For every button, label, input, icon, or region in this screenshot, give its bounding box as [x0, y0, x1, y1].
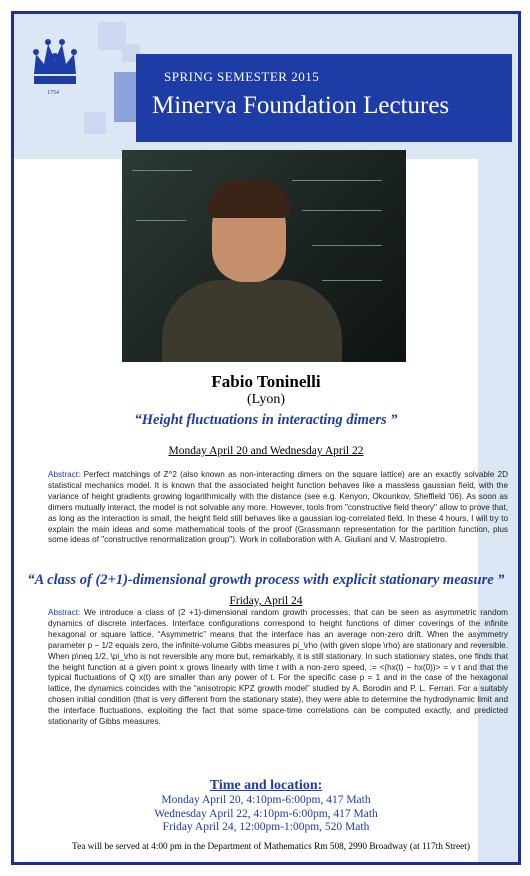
time-line-friday: Friday April 24, 12:00pm-1:00pm, 520 Math [162, 821, 370, 833]
logo-year: 1754 [47, 90, 59, 96]
abstract-label-1: Abstract: [48, 470, 81, 479]
time-line-wednesday: Wednesday April 22, 4:10pm-6:00pm, 417 Math [154, 807, 378, 820]
semester-label: SPRING SEMESTER 2015 [164, 69, 320, 84]
abstract-1 [48, 470, 508, 546]
talk-date-2: Friday, April 24 [229, 595, 303, 607]
talk-title-2: “A class of (2+1)-dimensional growth process with explicit stationary measure ” [27, 572, 505, 588]
abstract-text-2: We introduce a class of (2 +1)-dimensional random growth processes, that can be seen as asymmetric random dynamics of discrete interfaces. Interface configurations correspond to height functions of dimer coverings of the infinite hexagonal or square lattice. “Asymmetric” means that the interface has an average non-zero drift. When the asymmetry parameter p − 1/2 equals zero, the infinite-volume Gibbs measures pi_\rho (with given slope \rho) are stationary and reversible. When p\neq 1/2, \pi_\rho is not reversible any more but, remarkably, it is still stationary. In such stationary states, one finds that the height function at a given point x grows linearly with time t with a non-zero speed, := <(hx(t) − hx(0))> = v t and that the typical fluctuations of Q x(t) are smaller than any power of t. For the specific case p = 1 and in the case of the hexagonal lattice, the dynamics coincides with the “anisotropic KPZ growth model” studied by A. Borodin and P. L. Ferrari. For a suitably chosen initial condition (that is very different from the stationary state), they were able to determine the hydrodynamic limit and the interface fluctuations, exploiting the fact that some space-time correlations can be computed exactly, and predicted stationarity of Gibbs measures. [48, 608, 508, 727]
speaker-photo [122, 150, 406, 362]
time-location-box [74, 778, 458, 835]
poster-frame [11, 11, 521, 865]
tea-note: Tea will be served at 4:00 pm in the Department of Mathematics Rm 508, 2990 Broadway (at 117th Street) [72, 842, 470, 852]
speaker-name: Fabio Toninelli [211, 372, 321, 391]
abstract-text-1: Perfect matchings of Z^2 (also known as non-interacting dimers on the square lattice) are an exactly solvable 2D statistical mechanics model. It is known that the associated height function behaves like a massless gaussian field, with the variance of height gradients growing logarithmically with the distance (see e.g. Kenyon, Okounkov, Sheffield '06). As soon as dimers mutually interact, the model is not solvable any more. However, tools from "constructive field theory" allow to prove that, as long as the interaction is small, the height field still behaves like a gaussian log-correlated field. In these 4 hours, I will try to explain the main ideas and some mathematical tools of the proof (Grassmann representation for the partition function, plus some ideas of "constructive renormalization group"). Work in collaboration with A. Giuliani and V. Mastropietro. [48, 470, 508, 545]
abstract-2 [48, 608, 508, 728]
columbia-crown-logo [30, 34, 80, 106]
abstract-label-2: Abstract: [48, 608, 81, 617]
talk-date-1: Monday April 20 and Wednesday April 22 [168, 445, 364, 457]
talk-title-1: “Height fluctuations in interacting dimers ” [134, 412, 398, 428]
time-location-title: Time and location: [209, 778, 323, 793]
series-title: Minerva Foundation Lectures [152, 92, 450, 119]
speaker-affiliation: (Lyon) [246, 392, 286, 407]
time-line-monday: Monday April 20, 4:10pm-6:00pm, 417 Math [161, 794, 371, 806]
decorative-square [84, 112, 106, 134]
